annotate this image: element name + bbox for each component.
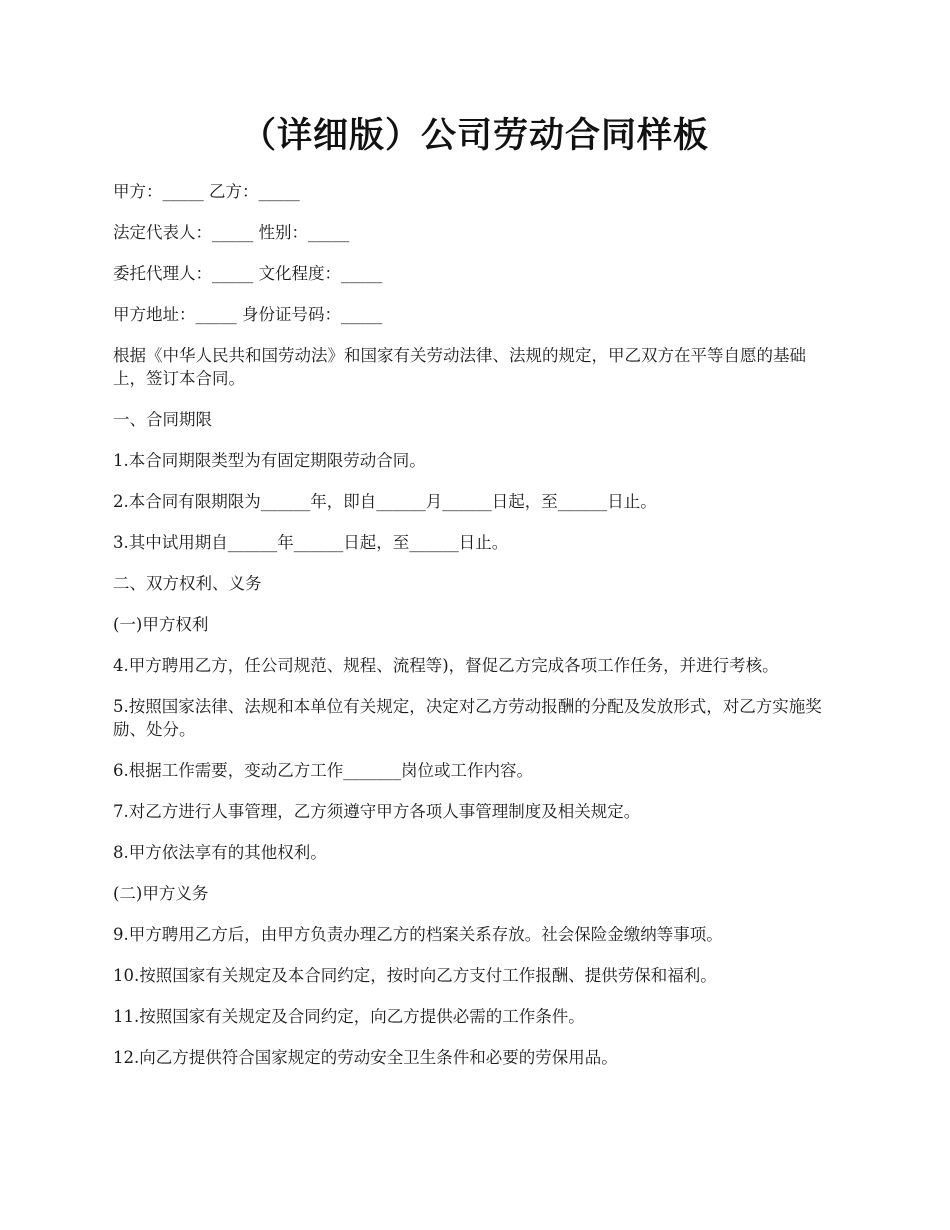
clause-6: 6.根据工作需要，变动乙方工作_______岗位或工作内容。 [113, 761, 533, 780]
preamble-paragraph: 根据《中华人民共和国劳动法》和国家有关劳动法律、法规的规定，甲乙双方在平等自愿的基础上，签订本合同。 [113, 346, 806, 388]
document-title: （详细版）公司劳动合同样板 [240, 115, 709, 156]
section-heading-rights: 二、双方权利、义务 [113, 574, 262, 593]
clause-5: 5.按照国家法律、法规和本单位有关规定，决定对乙方劳动报酬的分配及发放形式，对乙方实施奖励、处分。 [113, 697, 822, 739]
clause-1: 1.本合同期限类型为有固定期限劳动合同。 [113, 451, 426, 470]
clause-3: 3.其中试用期自______年______日起，至______日止。 [113, 533, 509, 552]
party-line: 甲方：_____ 乙方：_____ [113, 182, 300, 201]
legal-representative-line: 法定代表人：_____ 性别：_____ [113, 223, 350, 242]
agent-line: 委托代理人：_____ 文化程度：_____ [113, 264, 383, 283]
subsection-heading-party-a-rights: (一)甲方权利 [113, 615, 209, 634]
clause-9: 9.甲方聘用乙方后，由甲方负责办理乙方的档案关系存放。社会保险金缴纳等事项。 [113, 925, 723, 944]
clause-10: 10.按照国家有关规定及本合同约定，按时向乙方支付工作报酬、提供劳保和福利。 [113, 966, 717, 985]
clause-12: 12.向乙方提供符合国家规定的劳动安全卫生条件和必要的劳保用品。 [113, 1048, 618, 1067]
address-line: 甲方地址：_____ 身份证号码：_____ [113, 305, 383, 324]
clause-7: 7.对乙方进行人事管理，乙方须遵守甲方各项人事管理制度及相关规定。 [113, 802, 641, 821]
document-body [113, 180, 838, 1087]
clause-2: 2.本合同有限期限为______年，即自______月______日起，至______日止。 [113, 492, 657, 511]
subsection-heading-party-a-duties: (二)甲方义务 [113, 884, 209, 903]
clause-8: 8.甲方依法享有的其他权利。 [113, 843, 327, 862]
clause-11: 11.按照国家有关规定及合同约定，向乙方提供必需的工作条件。 [113, 1007, 585, 1026]
clause-4: 4.甲方聘用乙方，任公司规范、规程、流程等)，督促乙方完成各项工作任务，并进行考核。 [113, 656, 779, 675]
section-heading-term: 一、合同期限 [113, 410, 212, 429]
